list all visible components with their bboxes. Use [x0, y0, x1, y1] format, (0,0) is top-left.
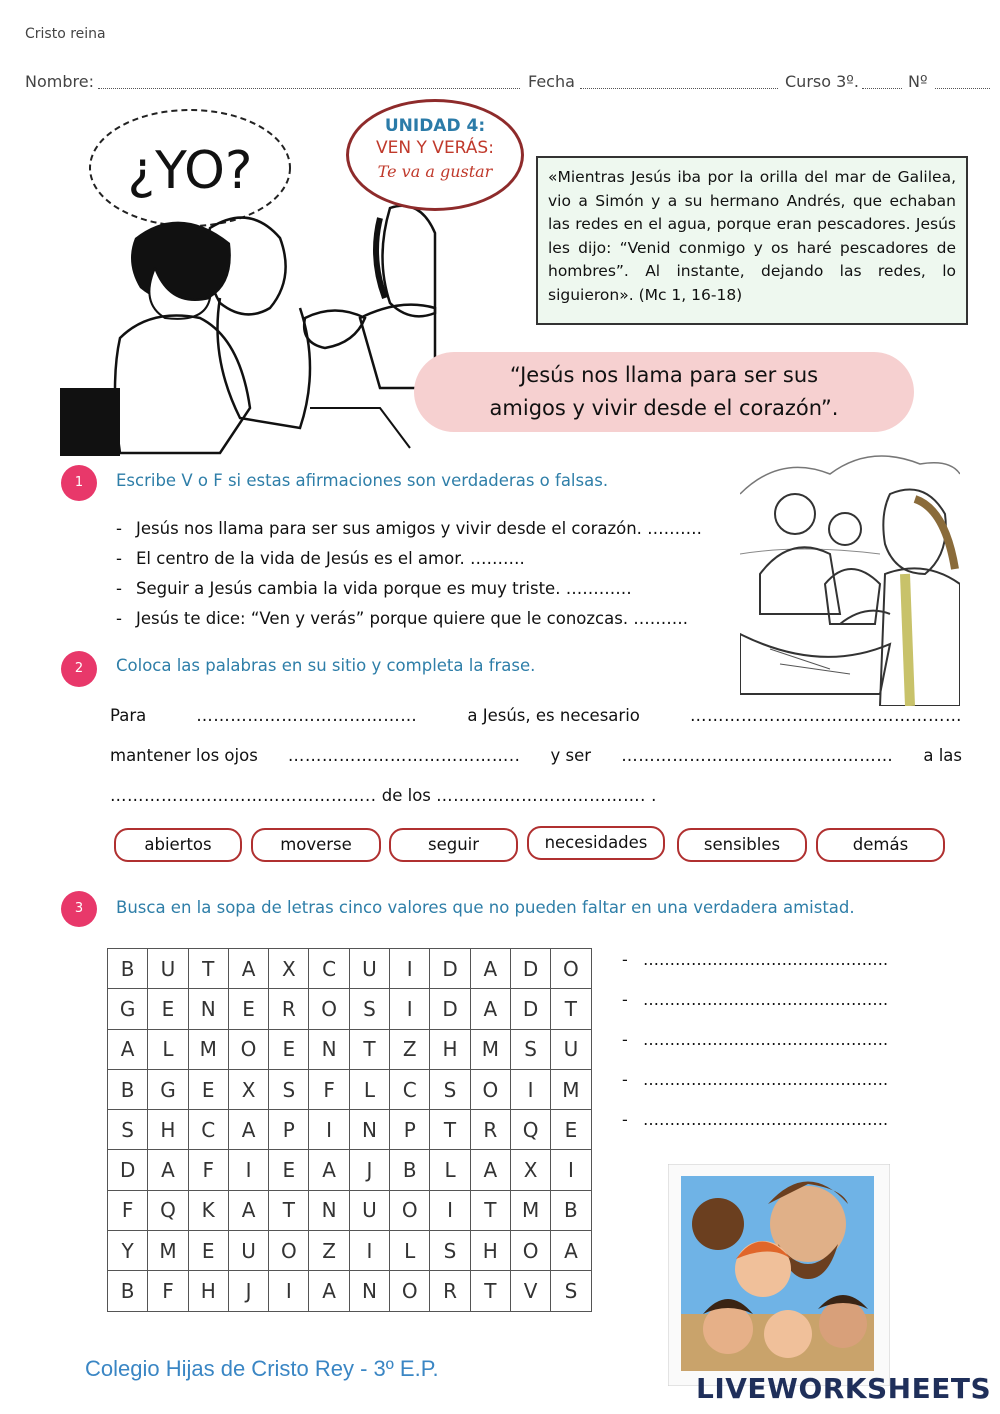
grid-row — [108, 1271, 592, 1311]
grid-cell[interactable]: E — [269, 1150, 309, 1190]
sentence-word-para: Para — [110, 706, 147, 725]
grid-cell[interactable]: O — [470, 1069, 510, 1109]
grid-cell[interactable]: V — [510, 1271, 550, 1311]
grid-cell[interactable]: N — [309, 1190, 349, 1230]
vf-statement-2[interactable]: - El centro de la vida de Jesús es el amor. ………. — [116, 549, 525, 568]
grid-cell[interactable]: M — [188, 1029, 228, 1069]
grid-cell[interactable]: R — [430, 1271, 470, 1311]
grid-cell[interactable]: U — [148, 949, 188, 989]
grid-cell[interactable]: H — [188, 1271, 228, 1311]
grid-cell[interactable]: S — [551, 1271, 591, 1311]
word-chip-demas[interactable]: demás — [816, 828, 945, 862]
grid-cell[interactable]: L — [390, 1231, 430, 1271]
number-label: Nº — [908, 72, 928, 91]
grid-row — [108, 1150, 592, 1190]
grid-cell[interactable]: D — [510, 989, 550, 1029]
school-name: Cristo reina — [25, 26, 106, 42]
grid-cell[interactable]: B — [108, 949, 148, 989]
grid-cell[interactable]: F — [108, 1190, 148, 1230]
grid-cell[interactable]: C — [188, 1110, 228, 1150]
grid-cell[interactable]: A — [551, 1231, 591, 1271]
grid-cell[interactable]: T — [551, 989, 591, 1029]
grid-cell[interactable]: G — [108, 989, 148, 1029]
sentence-line-3 — [110, 786, 656, 805]
grid-cell[interactable]: N — [188, 989, 228, 1029]
grid-cell[interactable]: T — [188, 949, 228, 989]
grid-cell[interactable]: S — [510, 1029, 550, 1069]
grid-cell[interactable]: T — [349, 1029, 389, 1069]
grid-cell[interactable]: A — [470, 1150, 510, 1190]
grid-cell[interactable]: A — [228, 1110, 268, 1150]
word-chip-moverse[interactable]: moverse — [251, 828, 381, 862]
grid-cell[interactable]: A — [228, 1190, 268, 1230]
grid-cell[interactable]: O — [510, 1231, 550, 1271]
grid-cell[interactable]: P — [390, 1110, 430, 1150]
grid-row — [108, 1029, 592, 1069]
word-chip-abiertos[interactable]: abiertos — [114, 828, 242, 862]
grid-cell[interactable]: E — [551, 1110, 591, 1150]
grid-cell[interactable]: Q — [510, 1110, 550, 1150]
grid-cell[interactable]: U — [349, 1190, 389, 1230]
scripture-quote: «Mientras Jesús iba por la orilla del mar de Galilea, vio a Simón y a su hermano Andrés, que echaban las redes en el agua, porque eran pescadores. Jesús les dijo: “Venid conmigo y os haré pescadores de hombres”. Al instante, dejando las redes, lo siguieron». (Mc 1, 16-18) — [536, 156, 968, 325]
date-label: Fecha — [528, 72, 575, 91]
word-chip-necesidades[interactable]: necesidades — [527, 826, 665, 860]
section-2-number-badge: 2 — [61, 651, 97, 687]
grid-cell[interactable]: B — [108, 1271, 148, 1311]
sentence-text-a-jesus: a Jesús, es necesario — [467, 706, 640, 725]
grid-cell[interactable]: I — [390, 949, 430, 989]
unit-title: UNIDAD 4: — [384, 116, 486, 136]
grid-cell[interactable]: F — [148, 1271, 188, 1311]
answer-line-5[interactable]: - ………………………………………. — [622, 1110, 889, 1129]
sentence-text-y-ser: y ser — [550, 746, 592, 765]
grid-cell[interactable]: B — [108, 1069, 148, 1109]
grid-row — [108, 989, 592, 1029]
grid-row — [108, 949, 592, 989]
grid-cell[interactable]: Z — [390, 1029, 430, 1069]
blank-3[interactable]: ………………………………….. — [287, 746, 521, 765]
number-field[interactable] — [935, 76, 990, 89]
grid-cell[interactable]: N — [349, 1271, 389, 1311]
grid-cell[interactable]: A — [309, 1271, 349, 1311]
grid-cell[interactable]: I — [269, 1271, 309, 1311]
liveworksheets-logo: LIVEWORKSHEETS — [696, 1372, 992, 1405]
grid-cell[interactable]: E — [188, 1069, 228, 1109]
grid-cell[interactable]: O — [390, 1190, 430, 1230]
grid-cell[interactable]: I — [551, 1150, 591, 1190]
name-label: Nombre: — [25, 72, 94, 91]
vf-statement-1[interactable]: - Jesús nos llama para ser sus amigos y vivir desde el corazón. ………. — [116, 519, 702, 538]
grid-cell[interactable]: D — [430, 949, 470, 989]
answer-line-2[interactable]: - ………………………………………. — [622, 990, 889, 1009]
motto-line-2: amigos y vivir desde el corazón”. — [489, 396, 839, 420]
grid-cell[interactable]: O — [269, 1231, 309, 1271]
date-field[interactable] — [580, 76, 778, 89]
grid-cell[interactable]: R — [269, 989, 309, 1029]
grid-cell[interactable]: L — [430, 1150, 470, 1190]
blank-2[interactable]: ………………………………………… — [689, 706, 962, 725]
grid-cell[interactable]: E — [228, 989, 268, 1029]
sentence-text-mantener: mantener los ojos — [110, 746, 258, 765]
grid-cell[interactable]: A — [470, 989, 510, 1029]
grid-cell[interactable]: O — [551, 949, 591, 989]
sentence-text-a-las: a las — [923, 746, 962, 765]
section-3-number-badge: 3 — [61, 891, 97, 927]
grid-cell[interactable]: B — [390, 1150, 430, 1190]
footer-school-name: Colegio Hijas de Cristo Rey - 3º E.P. — [85, 1356, 439, 1381]
grid-cell[interactable]: K — [188, 1190, 228, 1230]
sentence-line-2 — [110, 746, 962, 765]
grid-cell[interactable]: X — [510, 1150, 550, 1190]
grid-row — [108, 1110, 592, 1150]
grid-cell[interactable]: A — [108, 1029, 148, 1069]
grid-cell[interactable]: M — [551, 1069, 591, 1109]
grid-cell[interactable]: I — [510, 1069, 550, 1109]
grid-cell[interactable]: J — [349, 1150, 389, 1190]
grid-cell[interactable]: I — [309, 1110, 349, 1150]
grid-cell[interactable]: M — [148, 1231, 188, 1271]
grid-cell[interactable]: T — [470, 1271, 510, 1311]
grid-cell[interactable]: O — [228, 1029, 268, 1069]
grid-row — [108, 1231, 592, 1271]
motto-banner — [414, 352, 914, 432]
section-1-title: Escribe V o F si estas afirmaciones son verdaderas o falsas. — [116, 471, 609, 490]
jesus-with-children-picture — [668, 1164, 890, 1386]
grid-cell[interactable]: Q — [148, 1190, 188, 1230]
course-label: Curso 3º. — [785, 72, 859, 91]
sentence-line-1 — [110, 706, 962, 725]
grid-cell[interactable]: S — [108, 1110, 148, 1150]
grid-cell[interactable]: I — [430, 1190, 470, 1230]
word-chip-seguir[interactable]: seguir — [389, 828, 518, 862]
grid-cell[interactable]: H — [430, 1029, 470, 1069]
grid-cell[interactable]: J — [228, 1271, 268, 1311]
answer-line-4[interactable]: - ………………………………………. — [622, 1070, 889, 1089]
grid-cell[interactable]: O — [309, 989, 349, 1029]
unit-name: VEN Y VERÁS: — [376, 138, 494, 158]
vf-statement-3[interactable]: - Seguir a Jesús cambia la vida porque es muy triste. ………… — [116, 579, 632, 598]
grid-cell[interactable]: X — [228, 1069, 268, 1109]
grid-cell[interactable]: A — [228, 949, 268, 989]
grid-cell[interactable]: F — [188, 1150, 228, 1190]
word-search-grid — [107, 948, 592, 1312]
grid-cell[interactable]: O — [390, 1271, 430, 1311]
name-field[interactable] — [98, 76, 520, 89]
grid-cell[interactable]: A — [470, 949, 510, 989]
jesus-fishermen-picture — [740, 434, 960, 706]
grid-cell[interactable]: T — [269, 1190, 309, 1230]
sentence-end-period: . — [651, 786, 657, 805]
section-3-title: Busca en la sopa de letras cinco valores que no pueden faltar en una verdadera amistad. — [116, 898, 855, 917]
grid-cell[interactable]: Y — [108, 1231, 148, 1271]
thought-bubble-text: ¿YO? — [127, 141, 253, 201]
grid-cell[interactable]: U — [228, 1231, 268, 1271]
blank-6[interactable]: ………………………………. — [436, 786, 646, 805]
grid-cell[interactable]: S — [430, 1231, 470, 1271]
grid-cell[interactable]: M — [470, 1029, 510, 1069]
word-chip-sensibles[interactable]: sensibles — [677, 828, 807, 862]
grid-cell[interactable]: C — [309, 949, 349, 989]
grid-cell[interactable]: E — [188, 1231, 228, 1271]
grid-cell[interactable]: L — [349, 1069, 389, 1109]
grid-cell[interactable]: S — [269, 1069, 309, 1109]
answer-line-1[interactable]: - ………………………………………. — [622, 950, 889, 969]
grid-cell[interactable]: S — [349, 989, 389, 1029]
grid-cell[interactable]: U — [551, 1029, 591, 1069]
blank-5[interactable]: ……………………………………….. — [110, 786, 377, 805]
grid-cell[interactable]: B — [551, 1190, 591, 1230]
grid-cell[interactable]: I — [228, 1150, 268, 1190]
answer-line-3[interactable]: - ………………………………………. — [622, 1030, 889, 1049]
grid-cell[interactable]: Z — [309, 1231, 349, 1271]
blank-4[interactable]: ………………………………………… — [621, 746, 894, 765]
grid-cell[interactable]: F — [309, 1069, 349, 1109]
unit-subtitle: Te va a gustar — [377, 162, 493, 181]
grid-cell[interactable]: T — [430, 1110, 470, 1150]
grid-cell[interactable]: U — [349, 949, 389, 989]
grid-cell[interactable]: H — [148, 1110, 188, 1150]
vf-statement-4[interactable]: - Jesús te dice: “Ven y verás” porque quiere que le conozcas. ………. — [116, 609, 689, 628]
grid-cell[interactable]: D — [510, 949, 550, 989]
grid-cell[interactable]: N — [349, 1110, 389, 1150]
grid-cell[interactable]: G — [148, 1069, 188, 1109]
blank-1[interactable]: ………………………………… — [196, 706, 418, 725]
grid-cell[interactable]: D — [430, 989, 470, 1029]
section-1-number-badge: 1 — [61, 465, 97, 501]
grid-cell[interactable]: L — [148, 1029, 188, 1069]
motto-line-1: “Jesús nos llama para ser sus — [509, 363, 819, 387]
grid-cell[interactable]: P — [269, 1110, 309, 1150]
grid-cell[interactable]: A — [148, 1150, 188, 1190]
grid-cell[interactable]: E — [269, 1029, 309, 1069]
grid-cell[interactable]: H — [470, 1231, 510, 1271]
grid-cell[interactable]: D — [108, 1150, 148, 1190]
unit-badge — [346, 99, 524, 211]
sentence-text-de-los: de los — [381, 786, 431, 805]
grid-cell[interactable]: I — [349, 1231, 389, 1271]
section-2-title: Coloca las palabras en su sitio y completa la frase. — [116, 656, 536, 675]
grid-cell[interactable]: R — [470, 1110, 510, 1150]
grid-cell[interactable]: E — [148, 989, 188, 1029]
grid-cell[interactable]: S — [430, 1069, 470, 1109]
grid-row — [108, 1190, 592, 1230]
grid-cell[interactable]: I — [390, 989, 430, 1029]
grid-cell[interactable]: A — [309, 1150, 349, 1190]
grid-row — [108, 1069, 592, 1109]
grid-cell[interactable]: N — [309, 1029, 349, 1069]
grid-cell[interactable]: C — [390, 1069, 430, 1109]
grid-cell[interactable]: M — [510, 1190, 550, 1230]
grid-cell[interactable]: X — [269, 949, 309, 989]
course-field[interactable] — [862, 76, 902, 89]
grid-cell[interactable]: T — [470, 1190, 510, 1230]
